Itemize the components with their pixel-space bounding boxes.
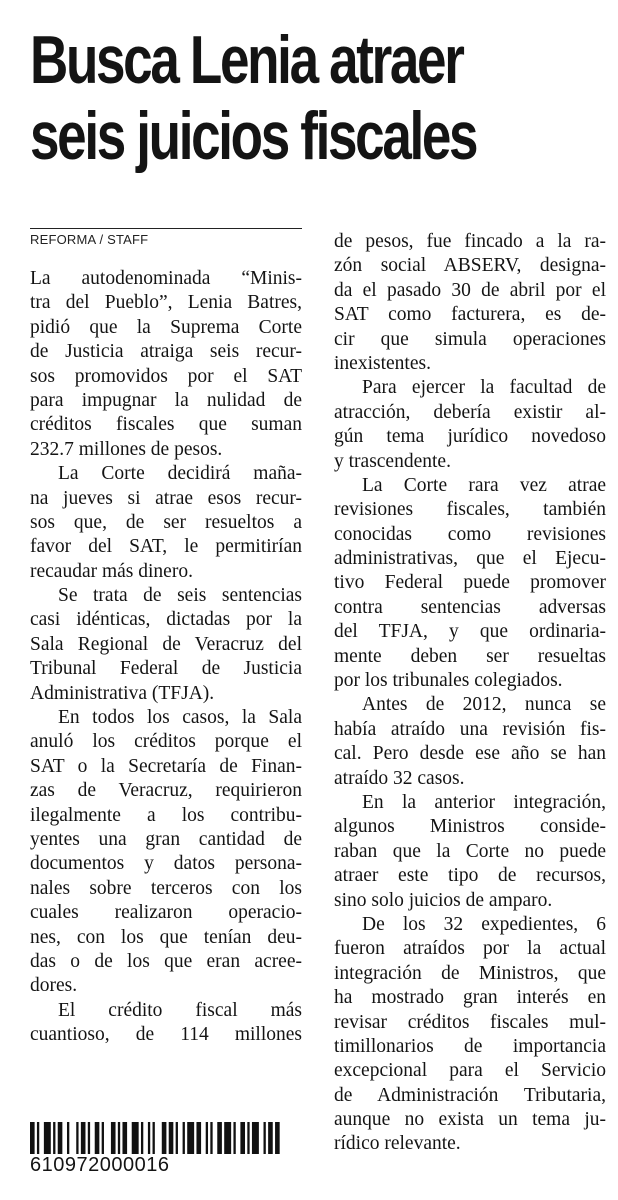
barcode-bar <box>224 1122 231 1154</box>
article-line: De los 32 expedientes, 6 <box>362 913 606 935</box>
article-line: raban que la Corte no puede <box>334 840 606 862</box>
barcode-bar <box>217 1122 222 1154</box>
barcode-bar <box>264 1122 266 1154</box>
barcode-bar <box>58 1122 63 1154</box>
article-column-2 <box>334 230 606 1157</box>
article-line: cuales realizaron operacio- <box>30 902 302 924</box>
article-line: de pesos, fue fincado a la ra- <box>334 231 606 252</box>
barcode-bar <box>176 1122 178 1154</box>
article-line: atraer este tipo de recursos, <box>334 865 606 887</box>
article-line: ha mostrado gran interés en <box>334 987 606 1009</box>
headline-line-2: seis juicios fiscales <box>30 98 477 174</box>
barcode-bar <box>153 1122 155 1154</box>
barcode-bar <box>206 1122 208 1154</box>
article-line: pidió que la Suprema Corte <box>30 316 302 338</box>
barcode-bar <box>44 1122 51 1154</box>
barcode-bar <box>102 1122 104 1154</box>
article-line: zón social ABSERV, designa- <box>334 255 606 277</box>
barcode-bar <box>81 1122 86 1154</box>
article-line: tivo Federal puede promover <box>334 572 606 594</box>
article-line: tra del Pueblo”, Lenia Batres, <box>30 292 302 314</box>
barcode-bar <box>268 1122 273 1154</box>
article-line: revisar créditos fiscales mul- <box>334 1011 606 1033</box>
article-line: SAT o la Secretaría de Finan- <box>30 755 302 777</box>
article-line: Antes de 2012, nunca se <box>362 694 606 716</box>
article-line: Administrativa (TFJA). <box>30 682 215 704</box>
article-line: contra sentencias adversas <box>334 596 606 618</box>
article-line: sino solo juicios de amparo. <box>334 889 553 911</box>
byline: REFORMA / STAFF <box>30 232 149 247</box>
article-line: En la anterior integración, <box>362 791 606 813</box>
article-line: administrativas, que el Ejecu- <box>334 548 606 570</box>
article-line: cal. Pero desde ese año se han <box>334 743 606 765</box>
article-line: El crédito fiscal más <box>58 999 302 1021</box>
article-line: dores. <box>30 975 78 997</box>
byline-rule <box>30 228 302 229</box>
article-line: ilegalmente a los contribu- <box>30 804 302 826</box>
barcode-bar <box>30 1122 35 1154</box>
barcode-icon <box>30 1122 282 1154</box>
article-line: na jueves si atrae esos recur- <box>30 487 302 509</box>
barcode-bar <box>132 1122 139 1154</box>
barcode-bar <box>141 1122 143 1154</box>
article-line: cuantioso, de 114 millones <box>30 1024 302 1046</box>
article-line: conocidas como revisiones <box>334 523 606 545</box>
article-line: SAT como facturera, es de- <box>334 304 606 326</box>
article-line: había atraído una revisión fis- <box>334 718 606 740</box>
article-line: mente deben ser resueltas <box>334 645 606 667</box>
article-line: 232.7 millones de pesos. <box>30 438 223 460</box>
article-line: por los tribunales colegiados. <box>334 670 563 692</box>
barcode-bar <box>196 1122 201 1154</box>
article-line: Sala Regional de Veracruz del <box>30 633 302 655</box>
article-line: timillonarios de importancia <box>334 1035 606 1057</box>
article-line: yentes una gran cantidad de <box>30 828 302 850</box>
article-line: para impugnar la nulidad de <box>30 389 302 411</box>
article-line: aunque no exista un tema ju- <box>334 1109 606 1131</box>
barcode-bar <box>247 1122 249 1154</box>
article-line: fueron atraídos por la actual <box>334 938 606 960</box>
barcode-bar <box>122 1122 127 1154</box>
article-line: atracción, debería existir al- <box>334 401 606 423</box>
barcode-number: 610972000016 <box>30 1154 170 1176</box>
barcode-bar <box>88 1122 90 1154</box>
article-line: documentos y datos persona- <box>30 853 302 875</box>
article-line: La autodenominada “Minis- <box>30 268 302 289</box>
article-line: casi idénticas, dictadas por la <box>30 609 302 631</box>
article-line: La Corte rara vez atrae <box>362 474 606 496</box>
article-line: da el pasado 30 de abril por el <box>334 279 606 301</box>
headline-line-1: Busca Lenia atraer <box>30 22 463 98</box>
article-line: anuló los créditos porque el <box>30 731 302 753</box>
barcode-bar <box>37 1122 39 1154</box>
article-line: La Corte decidirá maña- <box>58 463 302 485</box>
barcode-bar <box>240 1122 245 1154</box>
barcode-bar <box>95 1122 100 1154</box>
barcode-bar <box>252 1122 259 1154</box>
barcode-bar <box>210 1122 212 1154</box>
barcode-bar <box>187 1122 194 1154</box>
article-line: revisiones fiscales, también <box>334 499 606 521</box>
barcode-bar <box>111 1122 116 1154</box>
article-line: cir que simula operaciones <box>334 328 606 350</box>
article-column-1 <box>30 267 302 1048</box>
article-line: Se trata de seis sentencias <box>58 585 302 607</box>
article-line: das o de los que eran acree- <box>30 950 302 972</box>
article-line: Tribunal Federal de Justicia <box>30 658 302 680</box>
article-line: de Administración Tributaria, <box>334 1084 606 1106</box>
article-line: favor del SAT, le permitirían <box>30 536 302 558</box>
barcode-bar <box>275 1122 280 1154</box>
article-line: En todos los casos, la Sala <box>58 707 302 729</box>
barcode-bar <box>183 1122 185 1154</box>
barcode-bar <box>162 1122 167 1154</box>
article-line: atraído 32 casos. <box>334 767 465 789</box>
article-line: zas de Veracruz, requirieron <box>30 780 302 802</box>
article-line: nes, con los que tenían deu- <box>30 926 302 948</box>
headline <box>30 22 482 174</box>
article-line: excepcional para el Servicio <box>334 1060 606 1082</box>
article-line: Para ejercer la facultad de <box>362 377 606 399</box>
article-line: integración de Ministros, que <box>334 962 606 984</box>
article-line: rídico relevante. <box>334 1133 461 1155</box>
article-line: sos que, de ser resueltos a <box>30 511 302 533</box>
barcode-bar <box>67 1122 69 1154</box>
article-line: del TFJA, y que ordinaria- <box>334 621 606 643</box>
barcode-bar <box>169 1122 174 1154</box>
barcode-bar <box>76 1122 78 1154</box>
barcode-bar <box>148 1122 150 1154</box>
barcode-bar <box>53 1122 55 1154</box>
article-line: algunos Ministros conside- <box>334 816 606 838</box>
article-line: recaudar más dinero. <box>30 560 193 582</box>
article-line: créditos fiscales que suman <box>30 414 302 436</box>
article-line: y trascendente. <box>334 450 451 472</box>
article-line: gún tema jurídico novedoso <box>334 426 606 448</box>
barcode-bar <box>118 1122 120 1154</box>
barcode-bar <box>233 1122 235 1154</box>
article-line: sos promovidos por el SAT <box>30 365 302 387</box>
article-line: inexistentes. <box>334 352 431 374</box>
article-line: nales sobre terceros con los <box>30 877 302 899</box>
article-line: de Justicia atraiga seis recur- <box>30 341 302 363</box>
